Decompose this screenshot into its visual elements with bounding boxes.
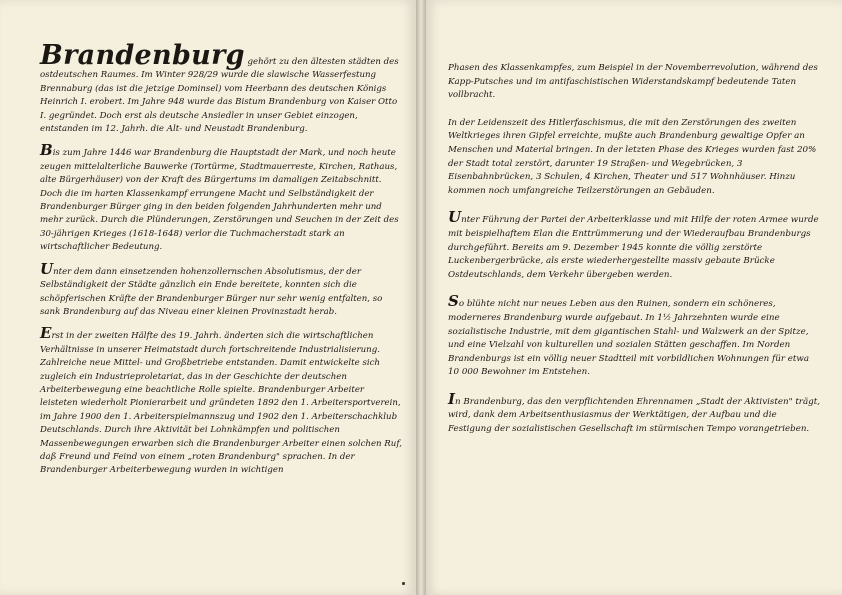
intro-paragraph xyxy=(40,40,402,136)
history-paragraph-industrialization xyxy=(40,324,402,477)
paragraph-initial: U xyxy=(40,259,54,278)
closing-paragraph xyxy=(448,389,820,437)
paragraph-text: nter Führung der Partei der Arbeiterklasse und mit Hilfe der roten Armee wurde mit beispielhaftem Elan die Enttrümmerung und der Wiederaufbau Brandenburgs durchgeführt. Bereits am 9. Dezember 1945 konnte die völlig zerstörte Luckenbergerbrücke, als erste wiederhergestellte massiv gebaute Brücke Ostdeutschlands, dem Verkehr übergeben werden. xyxy=(448,215,819,280)
continuation-paragraph xyxy=(448,62,820,103)
new-life-paragraph xyxy=(448,292,820,380)
paragraph-initial: I xyxy=(448,389,456,408)
paragraph-initial: E xyxy=(40,324,52,343)
ink-mark xyxy=(402,582,405,585)
book-gutter xyxy=(416,0,426,595)
paragraph-text: o blühte nicht nur neues Leben aus den Ruinen, sondern ein schöneres, moderneres Brandenburg wurde aufgebaut. In 1½ Jahrzehnten wurde eine sozialistische Industrie, mit dem gigantischen Stahl- und Walzwerk an der Spitze, und eine Vielzahl von kulturellen und sozialen Stätten geschaffen. Im Norden Brandenburgs ist ein völlig neuer Stadtteil mit vorbildlichen Wohnungen für etwa 10 000 Bewohner im Entstehen. xyxy=(448,299,810,378)
history-paragraph-absolutism xyxy=(40,259,402,320)
left-page xyxy=(0,0,416,595)
paragraph-text: rst in der zweiten Hälfte des 19. Jahrh. änderten sich die wirtschaftlichen Verhältnisse in unserer Heimatstadt durch fortschreitende Industrialisierung. Zahlreiche neue Mittel- und Großbetriebe entstanden. Damit entwickelte sich zugleich ein Industrieproletariat, das in der Geschichte der deutschen Arbeiterbewegung eine beachtliche Rolle spielte. Brandenburger Arbeiter leisteten wiederholt Pionierarbeit und gründeten 1892 den 1. Arbeitersportverein, im Jahre 1900 den 1. Arbeiterspielmannszug und 1902 den 1. Arbeiterschachklub Deutschlands. Durch ihre Aktivität bei Lohnkämpfen und politischen Massenbewegungen erwarben sich die Brandenburger Arbeiter einen solchen Ruf, daß Freund und Feind von einem „roten Brandenburg" sprachen. In der Brandenburger Arbeiterbewegung wurden in wichtigen xyxy=(40,331,402,476)
paragraph-text: gehört zu den ältesten städten des ostdeutschen Raumes. Im Winter 928/29 wurde die slawische Wasserfestung Brennaburg (das ist die jetzige Dominsel) vom Heerbann des deutschen Königs Heinrich I. erobert. Im Jahre 948 wurde das Bistum Brandenburg von Kaiser Otto I. gegründet. Doch erst als deutsche Ansiedler in unser Gebiet einzogen, entstanden im 12. Jahrh. die Alt- und Neustadt Brandenburg. xyxy=(40,57,399,135)
document-title: Brandenburg xyxy=(40,40,245,71)
paragraph-text: nter dem dann einsetzenden hohenzollernschen Absolutismus, der der Selbständigkeit der Städte gänzlich ein Ende bereitete, konnten sich die schöpferischen Kräfte der Brandenburger Bürger nur sehr wenig entfalten, so sank Brandenburg auf das Niveau einer kleinen Provinzstadt herab. xyxy=(40,266,383,317)
paragraph-initial: B xyxy=(40,141,53,160)
right-page xyxy=(426,0,842,595)
paragraph-initial: U xyxy=(448,208,462,227)
paragraph-initial: S xyxy=(448,292,459,311)
war-paragraph xyxy=(448,117,820,199)
paragraph-text: Phasen des Klassenkampfes, zum Beispiel in der Novemberrevolution, während des Kapp-Putsches und im antifaschistischen Widerstandskampf bedeutende Taten vollbracht. xyxy=(448,63,818,101)
paragraph-text: n Brandenburg, das den verpflichtenden Ehrennamen „Stadt der Aktivisten" trägt, wird, dank dem Arbeitsenthusiasmus der Werktätigen, der Aufbau und die Festigung der sozialistischen Gesellschaft im stürmischen Tempo vorangetrieben. xyxy=(448,396,820,435)
reconstruction-paragraph xyxy=(448,208,820,282)
paragraph-text: is zum Jahre 1446 war Brandenburg die Hauptstadt der Mark, und noch heute zeugen mittelalterliche Bauwerke (Tortürme, Stadtmauerreste, Kirchen, Rathaus, alte Bürgerhäuser) von der Kraft des Bürgertums im damaligen Zeitabschnitt. Doch die im harten Klassenkampf errungene Macht und Selbständigkeit der Brandenburger Bürger ging in den beiden folgenden Jahrhunderten mehr und mehr zurück. Durch die Plünderungen, Zerstörungen und Seuchen in der Zeit des 30-jährigen Krieges (1618-1648) verlor die Tuchmacherstadt stark an wirtschaftlicher Bedeutung. xyxy=(40,148,399,253)
paragraph-text: In der Leidenszeit des Hitlerfaschismus, die mit den Zerstörungen des zweiten Weltkrieges ihren Gipfel erreichte, mußte auch Brandenburg gewaltige Opfer an Menschen und Material bringen. In der letzten Phase des Krieges wurden fast 20% der Stadt total zerstört, darunter 19 Straßen- und Wegebrücken, 3 Eisenbahnbrücken, 3 Schulen, 4 Kirchen, Theater und 517 Wohnhäuser. Hinzu kommen noch umfangreiche Teilzerstörungen an Gebäuden. xyxy=(448,117,817,196)
history-paragraph-1446 xyxy=(40,141,402,254)
